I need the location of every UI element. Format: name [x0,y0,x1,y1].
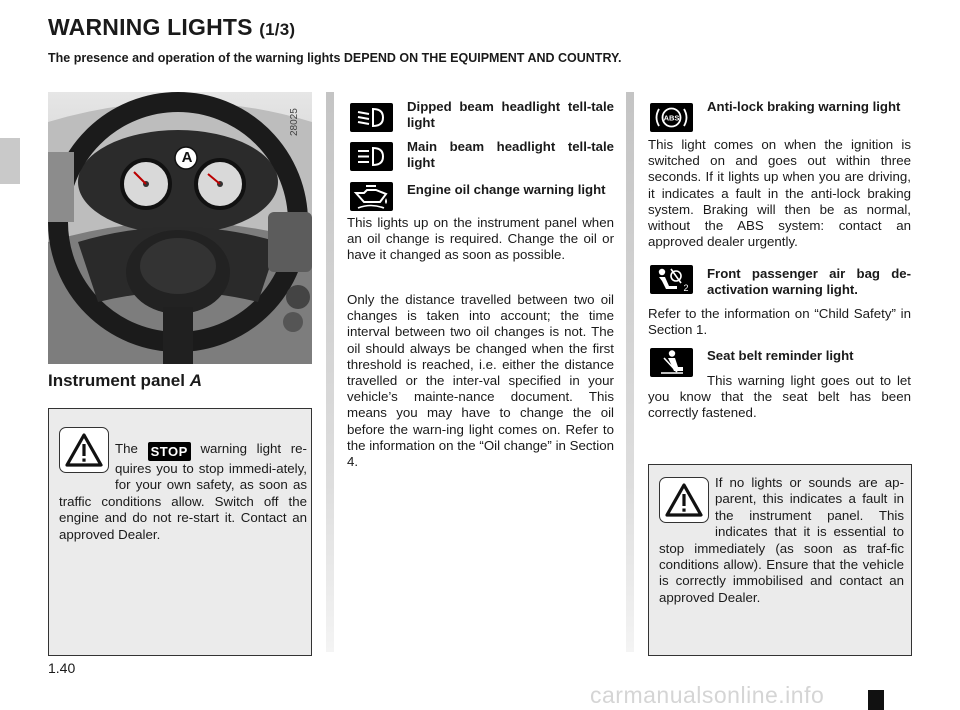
instrument-panel-photo [48,92,312,364]
column-divider [626,92,634,652]
seatbelt-label: Seat belt reminder light [707,348,854,363]
image-code: 28025 [289,108,300,136]
oil-change-label: Engine oil change warning light [407,182,606,197]
main-beam-icon [350,142,393,171]
dipped-beam-label: Dipped beam headlight tell-tale light [407,99,614,130]
airbag-label: Front passenger air bag de-activation warning light. [707,266,911,297]
page-number: 1.40 [48,660,76,676]
seatbelt-description: This warning light goes out to let you know that the seat belt has been correctly fastened. [648,373,911,421]
column-divider [326,92,334,652]
abs-icon [650,103,693,132]
airbag-icon-number: 2 [683,283,689,293]
page-corner-mark [868,690,884,710]
section-tab [0,138,20,184]
airbag-description: Refer to the information on “Child Safety” in Section 1. [648,306,911,338]
oil-change-icon [350,182,393,211]
page-title: WARNING LIGHTS (1/3) [48,14,296,40]
watermark: carmanualsonline.info [590,682,825,708]
page-subtitle: The presence and operation of the warning lights DEPEND ON THE EQUIPMENT AND COUNTRY. [48,51,622,65]
stop-light-icon: STOP [148,442,191,461]
fault-warning-text: If no lights or sounds are ap-parent, this indicates a fault in the instrument panel. This indicates that it is essential to stop immediately (as soon as traf-fic conditions allow). Ensure that the vehicle is correctly immobilised and contact an approved Dealer. [659,475,904,605]
stop-warning-box: The STOP warning light re-quires you to stop immedi-ately, for your own safety, as soon as traffic conditions allow. Switch off the engine and do not re-start it. Contact an approved Dealer. [48,408,312,656]
stop-warning-text: warning light re-quires you to stop immedi-ately, for your own safety, as soon as traffic conditions allow. Switch off the engine and do not re-start it. Contact an approved Dealer. [59,441,307,542]
abs-description: This light comes on when the ignition is switched on and goes out within three seconds. If it lights up when you are driving, it indicates a fault in the anti-lock braking system. Braking will then be as normal, without the ABS system: contact an approved dealer urgently. [648,137,911,250]
dipped-beam-icon [350,103,393,132]
oil-change-description: This lights up on the instrument panel when an oil change is required. Change the oil or have it changed as soon as possible. [347,215,614,263]
fault-warning-box [648,464,912,656]
panel-marker: A [181,149,193,166]
abs-icon-text: ABS [663,113,680,123]
airbag-deactivation-icon [650,265,693,294]
abs-label: Anti-lock braking warning light [707,99,901,114]
main-beam-label: Main beam headlight tell-tale light [407,139,614,170]
oil-change-details: Only the distance travelled between two oil changes is taken into account; the time interval between two oil changes is not. The oil should always be changed when the first threshold is reached, i.e. either the distance travelled or the inter-val specified in your vehicle’s mainte-nance document. This means you may have to change the oil before the warn-ing light comes on. Refer to the information on the “Oil change” in Section 4. [347,292,614,470]
photo-caption: Instrument panel A [48,371,202,390]
